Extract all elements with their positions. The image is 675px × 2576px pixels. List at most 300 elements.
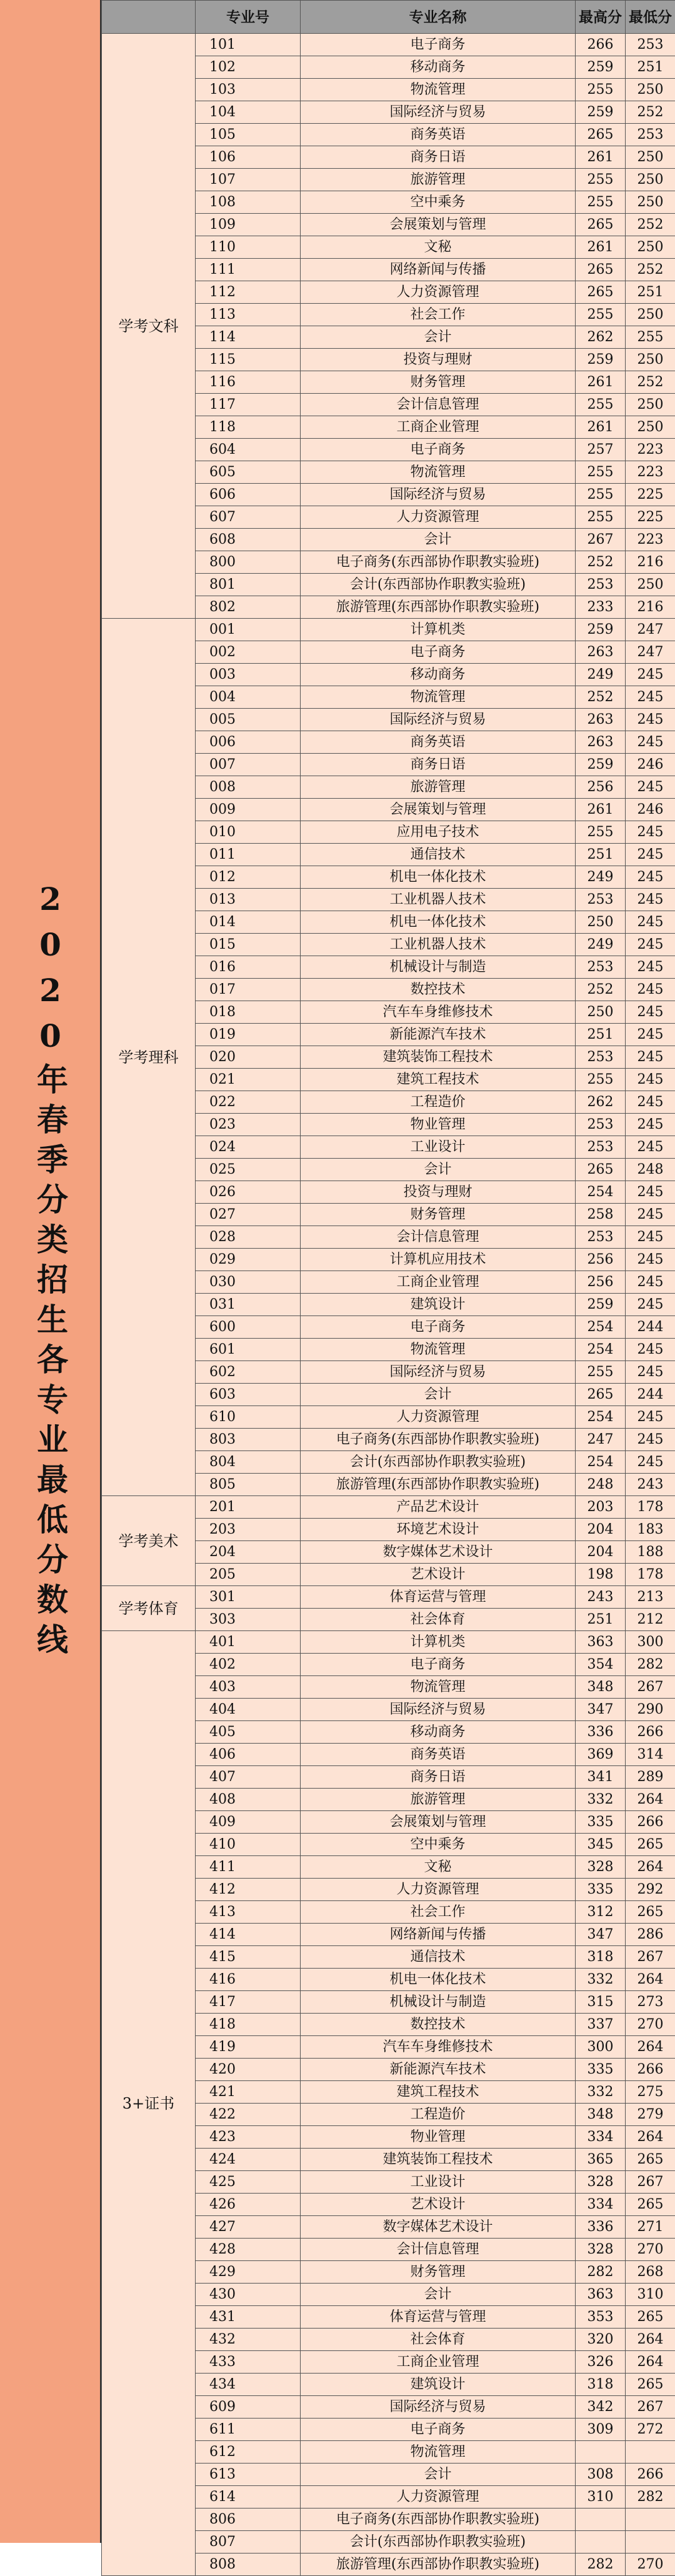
name-cell: 社会体育 [301,1609,576,1631]
max-score-cell: 250 [576,911,626,934]
code-cell: 004 [196,686,301,709]
min-score-cell: 252 [626,259,675,281]
code-cell: 800 [196,551,301,574]
min-score-cell: 253 [626,34,675,56]
max-score-cell: 335 [576,2059,626,2081]
code-cell: 012 [196,866,301,889]
name-cell: 体育运营与管理 [301,1586,576,1609]
max-score-cell: 265 [576,214,626,236]
min-score-cell: 245 [626,1114,675,1136]
max-score-cell [576,2441,626,2464]
table-row [102,1586,675,1609]
min-score-cell: 245 [626,956,675,979]
name-cell: 计算机类 [301,619,576,641]
max-score-cell: 253 [576,889,626,911]
min-score-cell: 250 [626,304,675,326]
code-cell: 401 [196,1631,301,1654]
max-score-cell: 263 [576,709,626,731]
max-score-cell: 262 [576,1091,626,1114]
name-cell: 建筑工程技术 [301,1069,576,1091]
name-cell: 新能源汽车技术 [301,2059,576,2081]
max-score-cell: 259 [576,56,626,79]
max-score-cell: 198 [576,1564,626,1586]
max-score-cell: 347 [576,1924,626,1946]
min-score-cell: 216 [626,596,675,619]
max-score-cell: 328 [576,2239,626,2261]
code-cell: 408 [196,1789,301,1811]
max-score-cell: 251 [576,1024,626,1046]
name-cell: 文秘 [301,1856,576,1879]
min-score-cell: 282 [626,2486,675,2509]
max-score-cell: 259 [576,1294,626,1316]
code-cell: 013 [196,889,301,911]
min-score-cell: 264 [626,2036,675,2059]
code-cell: 412 [196,1879,301,1901]
code-cell: 114 [196,326,301,349]
code-cell: 419 [196,2036,301,2059]
max-score-cell: 253 [576,1136,626,1159]
min-score-cell: 245 [626,1249,675,1271]
min-score-cell: 223 [626,439,675,461]
max-score-cell: 255 [576,304,626,326]
table-header-row [102,1,675,34]
code-cell: 420 [196,2059,301,2081]
min-score-cell: 245 [626,979,675,1001]
min-score-cell: 178 [626,1496,675,1519]
name-cell: 机电一体化技术 [301,866,576,889]
table-row [102,1631,675,1654]
min-score-cell: 314 [626,1744,675,1766]
code-cell: 019 [196,1024,301,1046]
code-cell: 402 [196,1654,301,1676]
header-category [102,1,196,34]
name-cell: 通信技术 [301,844,576,866]
name-cell: 商务日语 [301,1766,576,1789]
code-cell: 102 [196,56,301,79]
min-score-cell: 272 [626,2419,675,2441]
max-score-cell: 312 [576,1901,626,1924]
name-cell: 数控技术 [301,2014,576,2036]
min-score-cell: 265 [626,2194,675,2216]
name-cell: 会计 [301,1384,576,1406]
max-score-cell: 348 [576,1676,626,1699]
max-score-cell: 255 [576,461,626,484]
max-score-cell: 336 [576,2216,626,2239]
max-score-cell: 253 [576,1114,626,1136]
max-score-cell: 263 [576,731,626,754]
max-score-cell: 320 [576,2329,626,2351]
max-score-cell: 255 [576,191,626,214]
name-cell: 电子商务(东西部协作职教实验班) [301,2509,576,2531]
max-score-cell: 249 [576,934,626,956]
code-cell: 803 [196,1429,301,1451]
min-score-cell: 246 [626,799,675,821]
header-min: 最低分 [626,1,675,34]
name-cell: 人力资源管理 [301,1406,576,1429]
name-cell: 会计(东西部协作职教实验班) [301,1451,576,1474]
name-cell: 网络新闻与传播 [301,1924,576,1946]
code-cell: 403 [196,1676,301,1699]
header-name: 专业名称 [301,1,576,34]
code-cell: 002 [196,641,301,664]
max-score-cell: 255 [576,394,626,416]
max-score-cell: 255 [576,79,626,101]
code-cell: 406 [196,1744,301,1766]
min-score-cell: 271 [626,2216,675,2239]
max-score-cell: 267 [576,529,626,551]
name-cell: 电子商务 [301,1654,576,1676]
name-cell: 物流管理 [301,2441,576,2464]
min-score-cell: 247 [626,619,675,641]
min-score-cell: 244 [626,1384,675,1406]
max-score-cell: 253 [576,1046,626,1069]
max-score-cell: 334 [576,2126,626,2149]
max-score-cell: 265 [576,124,626,146]
name-cell: 人力资源管理 [301,2486,576,2509]
min-score-cell: 213 [626,1586,675,1609]
name-cell: 商务英语 [301,731,576,754]
max-score-cell: 363 [576,2284,626,2306]
code-cell: 430 [196,2284,301,2306]
code-cell: 602 [196,1361,301,1384]
min-score-cell: 245 [626,1451,675,1474]
code-cell: 014 [196,911,301,934]
max-score-cell: 243 [576,1586,626,1609]
name-cell: 艺术设计 [301,2194,576,2216]
max-score-cell: 259 [576,619,626,641]
min-score-cell: 243 [626,1474,675,1496]
min-score-cell: 178 [626,1564,675,1586]
max-score-cell: 252 [576,686,626,709]
max-score-cell: 259 [576,101,626,124]
max-score-cell: 341 [576,1766,626,1789]
min-score-cell: 245 [626,821,675,844]
name-cell: 移动商务 [301,56,576,79]
name-cell: 网络新闻与传播 [301,259,576,281]
min-score-cell: 253 [626,124,675,146]
max-score-cell: 365 [576,2149,626,2171]
min-score-cell: 250 [626,79,675,101]
name-cell: 国际经济与贸易 [301,709,576,731]
max-score-cell: 258 [576,1204,626,1226]
max-score-cell: 354 [576,1654,626,1676]
min-score-cell: 245 [626,1294,675,1316]
name-cell: 商务英语 [301,124,576,146]
code-cell: 026 [196,1181,301,1204]
name-cell: 数字媒体艺术设计 [301,1541,576,1564]
name-cell: 移动商务 [301,664,576,686]
max-score-cell: 204 [576,1519,626,1541]
min-score-cell: 248 [626,1159,675,1181]
name-cell: 物流管理 [301,1676,576,1699]
min-score-cell: 245 [626,686,675,709]
min-score-cell: 279 [626,2104,675,2126]
min-score-cell: 250 [626,416,675,439]
name-cell: 工商企业管理 [301,2351,576,2374]
code-cell: 428 [196,2239,301,2261]
min-score-cell: 252 [626,214,675,236]
code-cell: 116 [196,371,301,394]
code-cell: 101 [196,34,301,56]
min-score-cell: 273 [626,1991,675,2014]
code-cell: 204 [196,1541,301,1564]
min-score-cell: 245 [626,1271,675,1294]
code-cell: 106 [196,146,301,169]
header-max: 最高分 [576,1,626,34]
name-cell: 空中乘务 [301,191,576,214]
code-cell: 612 [196,2441,301,2464]
max-score-cell: 265 [576,259,626,281]
name-cell: 电子商务(东西部协作职教实验班) [301,551,576,574]
min-score-cell [626,2531,675,2554]
code-cell: 118 [196,416,301,439]
min-score-cell: 245 [626,1136,675,1159]
category-cell: 3+证书 [102,1631,196,2576]
name-cell: 旅游管理(东西部协作职教实验班) [301,596,576,619]
min-score-cell: 267 [626,1676,675,1699]
code-cell: 603 [196,1384,301,1406]
max-score-cell: 252 [576,551,626,574]
name-cell: 会计信息管理 [301,394,576,416]
min-score-cell: 251 [626,281,675,304]
code-cell: 605 [196,461,301,484]
min-score-cell: 245 [626,1091,675,1114]
name-cell: 机械设计与制造 [301,956,576,979]
min-score-cell: 245 [626,1429,675,1451]
code-cell: 303 [196,1609,301,1631]
name-cell: 电子商务 [301,34,576,56]
page-title: 2020年春季分类招生各专业最低分数线 [28,881,72,1663]
name-cell: 建筑装饰工程技术 [301,1046,576,1069]
name-cell: 会展策划与管理 [301,1811,576,1834]
min-score-cell: 310 [626,2284,675,2306]
code-cell: 030 [196,1271,301,1294]
name-cell: 建筑工程技术 [301,2081,576,2104]
name-cell: 旅游管理 [301,1789,576,1811]
code-cell: 606 [196,484,301,506]
max-score-cell: 315 [576,1991,626,2014]
min-score-cell: 245 [626,1339,675,1361]
code-cell: 411 [196,1856,301,1879]
min-score-cell: 223 [626,461,675,484]
min-score-cell: 267 [626,1946,675,1969]
max-score-cell: 336 [576,1721,626,1744]
sidebar [0,0,101,2543]
name-cell: 工业机器人技术 [301,934,576,956]
name-cell: 汽车车身维修技术 [301,2036,576,2059]
min-score-cell: 266 [626,2464,675,2486]
min-score-cell: 264 [626,1856,675,1879]
code-cell: 023 [196,1114,301,1136]
code-cell: 410 [196,1834,301,1856]
name-cell: 建筑设计 [301,1294,576,1316]
min-score-cell: 264 [626,2329,675,2351]
name-cell: 商务日语 [301,146,576,169]
max-score-cell: 261 [576,416,626,439]
name-cell: 产品艺术设计 [301,1496,576,1519]
name-cell: 投资与理财 [301,349,576,371]
code-cell: 007 [196,754,301,776]
name-cell: 财务管理 [301,371,576,394]
name-cell: 旅游管理(东西部协作职教实验班) [301,2554,576,2576]
code-cell: 434 [196,2374,301,2396]
max-score-cell: 347 [576,1699,626,1721]
max-score-cell: 253 [576,956,626,979]
code-cell: 806 [196,2509,301,2531]
code-cell: 003 [196,664,301,686]
max-score-cell: 254 [576,1339,626,1361]
min-score-cell: 250 [626,349,675,371]
code-cell: 611 [196,2419,301,2441]
code-cell: 807 [196,2531,301,2554]
code-cell: 021 [196,1069,301,1091]
min-score-cell: 245 [626,1204,675,1226]
code-cell: 413 [196,1901,301,1924]
code-cell: 418 [196,2014,301,2036]
max-score-cell: 251 [576,844,626,866]
code-cell: 427 [196,2216,301,2239]
name-cell: 社会工作 [301,304,576,326]
name-cell: 工程造价 [301,1091,576,1114]
min-score-cell: 255 [626,326,675,349]
min-score-cell: 266 [626,1721,675,1744]
min-score-cell: 292 [626,1879,675,1901]
max-score-cell: 248 [576,1474,626,1496]
name-cell: 会计 [301,2284,576,2306]
code-cell: 409 [196,1811,301,1834]
max-score-cell [576,2509,626,2531]
max-score-cell: 266 [576,34,626,56]
min-score-cell: 266 [626,2059,675,2081]
code-cell: 018 [196,1001,301,1024]
name-cell: 投资与理财 [301,1181,576,1204]
code-cell: 016 [196,956,301,979]
name-cell: 新能源汽车技术 [301,1024,576,1046]
max-score-cell: 259 [576,349,626,371]
max-score-cell: 337 [576,2014,626,2036]
name-cell: 工商企业管理 [301,416,576,439]
max-score-cell: 249 [576,866,626,889]
name-cell: 数字媒体艺术设计 [301,2216,576,2239]
code-cell: 421 [196,2081,301,2104]
min-score-cell: 270 [626,2239,675,2261]
min-score-cell: 300 [626,1631,675,1654]
max-score-cell: 203 [576,1496,626,1519]
code-cell: 005 [196,709,301,731]
name-cell: 移动商务 [301,1721,576,1744]
code-cell: 604 [196,439,301,461]
max-score-cell: 255 [576,484,626,506]
name-cell: 物流管理 [301,1339,576,1361]
code-cell: 431 [196,2306,301,2329]
min-score-cell: 245 [626,844,675,866]
table-row [102,1496,675,1519]
name-cell: 电子商务(东西部协作职教实验班) [301,1429,576,1451]
code-cell: 203 [196,1519,301,1541]
min-score-cell: 250 [626,574,675,596]
code-cell: 425 [196,2171,301,2194]
code-cell: 417 [196,1991,301,2014]
code-cell: 205 [196,1564,301,1586]
min-score-cell: 264 [626,1789,675,1811]
name-cell: 旅游管理(东西部协作职教实验班) [301,1474,576,1496]
name-cell: 电子商务 [301,2419,576,2441]
min-score-cell: 267 [626,2396,675,2419]
name-cell: 工业设计 [301,1136,576,1159]
max-score-cell: 253 [576,574,626,596]
max-score-cell: 308 [576,2464,626,2486]
max-score-cell: 261 [576,371,626,394]
header-code: 专业号 [196,1,301,34]
max-score-cell: 233 [576,596,626,619]
min-score-cell: 264 [626,1969,675,1991]
code-cell: 020 [196,1046,301,1069]
name-cell: 通信技术 [301,1946,576,1969]
code-cell: 426 [196,2194,301,2216]
min-score-cell: 246 [626,754,675,776]
code-cell: 027 [196,1204,301,1226]
name-cell: 工商企业管理 [301,1271,576,1294]
min-score-cell: 225 [626,506,675,529]
code-cell: 804 [196,1451,301,1474]
max-score-cell: 332 [576,2081,626,2104]
name-cell: 机电一体化技术 [301,911,576,934]
code-cell: 422 [196,2104,301,2126]
max-score-cell: 318 [576,1946,626,1969]
code-cell: 113 [196,304,301,326]
min-score-cell: 265 [626,2149,675,2171]
name-cell: 建筑装饰工程技术 [301,2149,576,2171]
min-score-cell: 245 [626,731,675,754]
min-score-cell: 225 [626,484,675,506]
max-score-cell: 363 [576,1631,626,1654]
name-cell: 艺术设计 [301,1564,576,1586]
name-cell: 机械设计与制造 [301,1991,576,2014]
min-score-cell: 245 [626,1046,675,1069]
category-cell: 学考美术 [102,1496,196,1586]
category-cell: 学考体育 [102,1586,196,1631]
min-score-cell: 265 [626,2306,675,2329]
code-cell: 028 [196,1226,301,1249]
name-cell: 工业机器人技术 [301,889,576,911]
score-table [101,0,675,2576]
min-score-cell: 245 [626,1069,675,1091]
code-cell: 423 [196,2126,301,2149]
name-cell: 人力资源管理 [301,506,576,529]
code-cell: 433 [196,2351,301,2374]
max-score-cell: 261 [576,236,626,259]
min-score-cell: 245 [626,1024,675,1046]
name-cell: 会展策划与管理 [301,214,576,236]
min-score-cell: 275 [626,2081,675,2104]
code-cell: 201 [196,1496,301,1519]
min-score-cell: 250 [626,236,675,259]
code-cell: 008 [196,776,301,799]
name-cell: 体育运营与管理 [301,2306,576,2329]
min-score-cell: 250 [626,146,675,169]
max-score-cell: 328 [576,2171,626,2194]
code-cell: 415 [196,1946,301,1969]
code-cell: 801 [196,574,301,596]
min-score-cell: 265 [626,1901,675,1924]
min-score-cell: 289 [626,1766,675,1789]
name-cell: 国际经济与贸易 [301,101,576,124]
name-cell: 文秘 [301,236,576,259]
code-cell: 414 [196,1924,301,1946]
min-score-cell: 250 [626,169,675,191]
min-score-cell: 250 [626,394,675,416]
code-cell: 301 [196,1586,301,1609]
